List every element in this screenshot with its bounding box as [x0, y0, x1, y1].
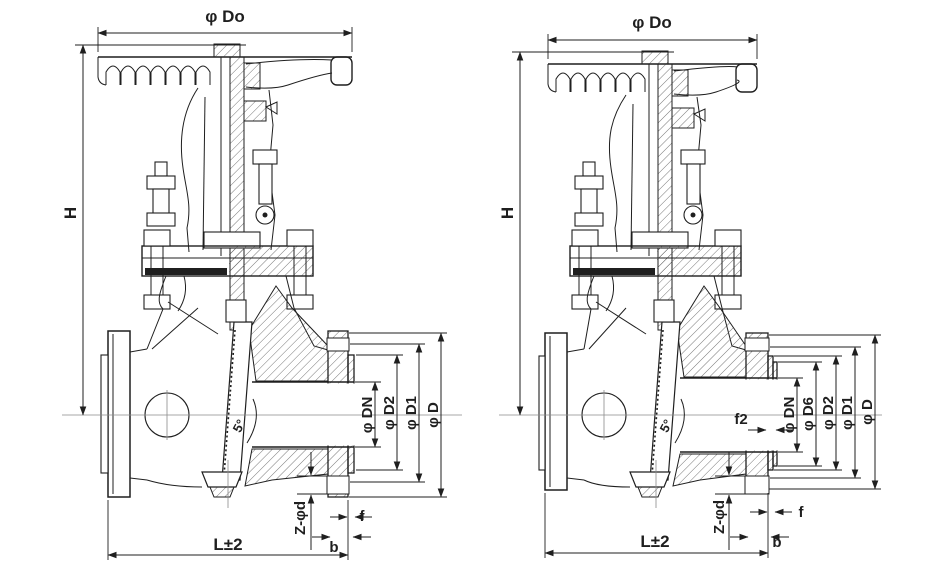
- dim-label-phi-d2-left: φ D2: [381, 395, 398, 431]
- dim-label-phi-d2-right: φ D2: [820, 395, 837, 431]
- dim-label-phi-dn-left: φ DN: [359, 396, 376, 434]
- dim-label-z-phi-d-left: Z-φd: [292, 500, 309, 536]
- dim-label-b-right: b: [772, 534, 782, 551]
- dim-label-phi-do-right: φ Do: [632, 13, 672, 32]
- dim-label-f-right: f: [798, 504, 804, 521]
- dim-label-angle-left: 5°: [229, 416, 249, 435]
- dim-label-phi-d1-right: φ D1: [839, 395, 856, 431]
- dim-label-phi-d6-right: φ D6: [800, 396, 817, 432]
- right-valve-section-view: [499, 51, 882, 508]
- dim-label-phi-d-right: φ D: [859, 399, 876, 425]
- dim-label-b-left: b: [329, 539, 339, 556]
- dim-label-phi-d1-left: φ D1: [403, 395, 420, 431]
- dim-label-length-left: L±2: [213, 535, 243, 554]
- left-valve-section-view: [62, 44, 462, 508]
- dim-label-z-phi-d-right: Z-φd: [711, 499, 728, 535]
- dim-label-angle-right: 5°: [656, 416, 676, 435]
- dim-label-f-left: f: [359, 508, 365, 525]
- dim-label-phi-dn-right: φ DN: [781, 396, 798, 434]
- dim-label-height-left: H: [61, 206, 80, 220]
- dim-label-length-right: L±2: [640, 532, 670, 551]
- dim-label-height-right: H: [498, 206, 517, 220]
- dim-label-f2-right: f2: [734, 411, 748, 428]
- dim-label-phi-d-left: φ D: [425, 402, 442, 428]
- dim-label-phi-do-left: φ Do: [205, 7, 245, 26]
